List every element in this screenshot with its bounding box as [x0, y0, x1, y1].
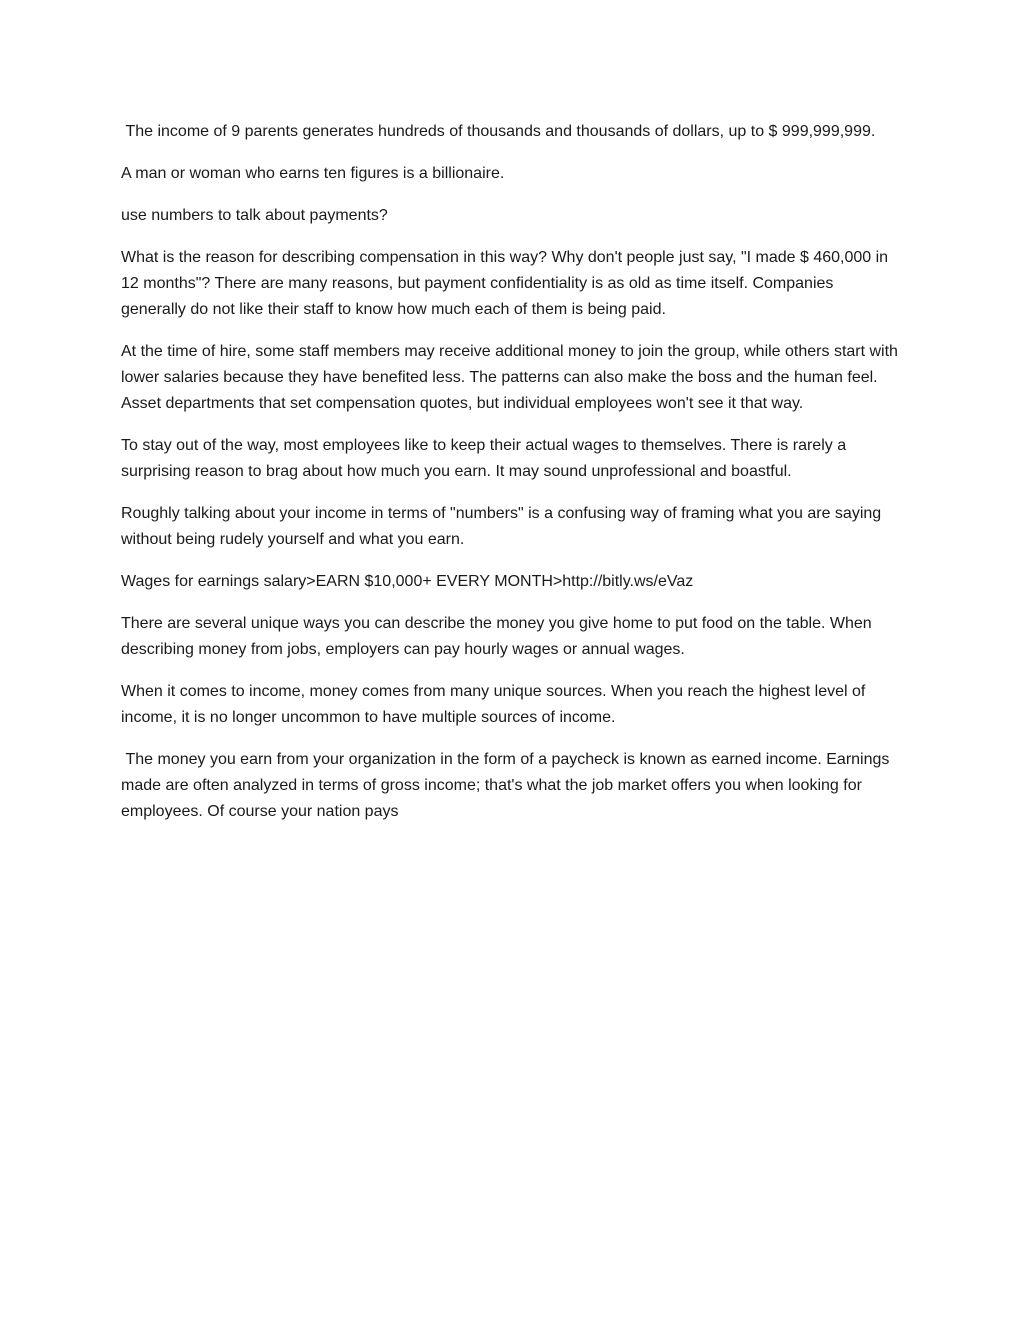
paragraph-stay-out-of-way: To stay out of the way, most employees like to keep their actual wages to themselves. There is rarely a surprising reason to brag about how much you earn. It may sound unprofessional and boastful. [121, 437, 851, 480]
paragraph-compensation-reason: What is the reason for describing compensation in this way? Why don't people just say, "I made $ 460,000 in 12 months"? There are many reasons, but payment confidentiality is as old as time itself. Companies generally do not like their staff to know how much each of them is being paid. [121, 249, 893, 318]
paragraph-income-numbers: Roughly talking about your income in terms of "numbers" is a confusing way of framing what you are saying without being rudely yourself and what you earn. [121, 505, 886, 548]
paragraph-income-sources: When it comes to income, money comes from many unique sources. When you reach the highest level of income, it is no longer uncommon to have multiple sources of income. [121, 683, 870, 726]
paragraph-numbers-question: use numbers to talk about payments? [121, 207, 388, 224]
paragraph-earned-income: The money you earn from your organization in the form of a paycheck is known as earned income. Earnings made are often analyzed in terms of gross income; that's what the job market offers you when looking for employees. Of course your nation pays [121, 751, 894, 820]
paragraph-income-parents: The income of 9 parents generates hundreds of thousands and thousands of dollars, up to $ 999,999,999. [121, 123, 876, 140]
paragraph-describe-money: There are several unique ways you can describe the money you give home to put food on the table. When describing money from jobs, employers can pay hourly wages or annual wages. [121, 615, 877, 658]
paragraph-wages-link: Wages for earnings salary>EARN $10,000+ EVERY MONTH>http://bitly.ws/eVaz [121, 573, 694, 590]
paragraph-time-of-hire: At the time of hire, some staff members may receive additional money to join the group, while others start with lower salaries because they have benefited less. The patterns can also make the boss and the human feel. Asset departments that set compensation quotes, but individual employees won't see it that way. [121, 343, 903, 412]
paragraph-billionaire: A man or woman who earns ten figures is a billionaire. [121, 165, 505, 182]
document-body [121, 119, 901, 841]
